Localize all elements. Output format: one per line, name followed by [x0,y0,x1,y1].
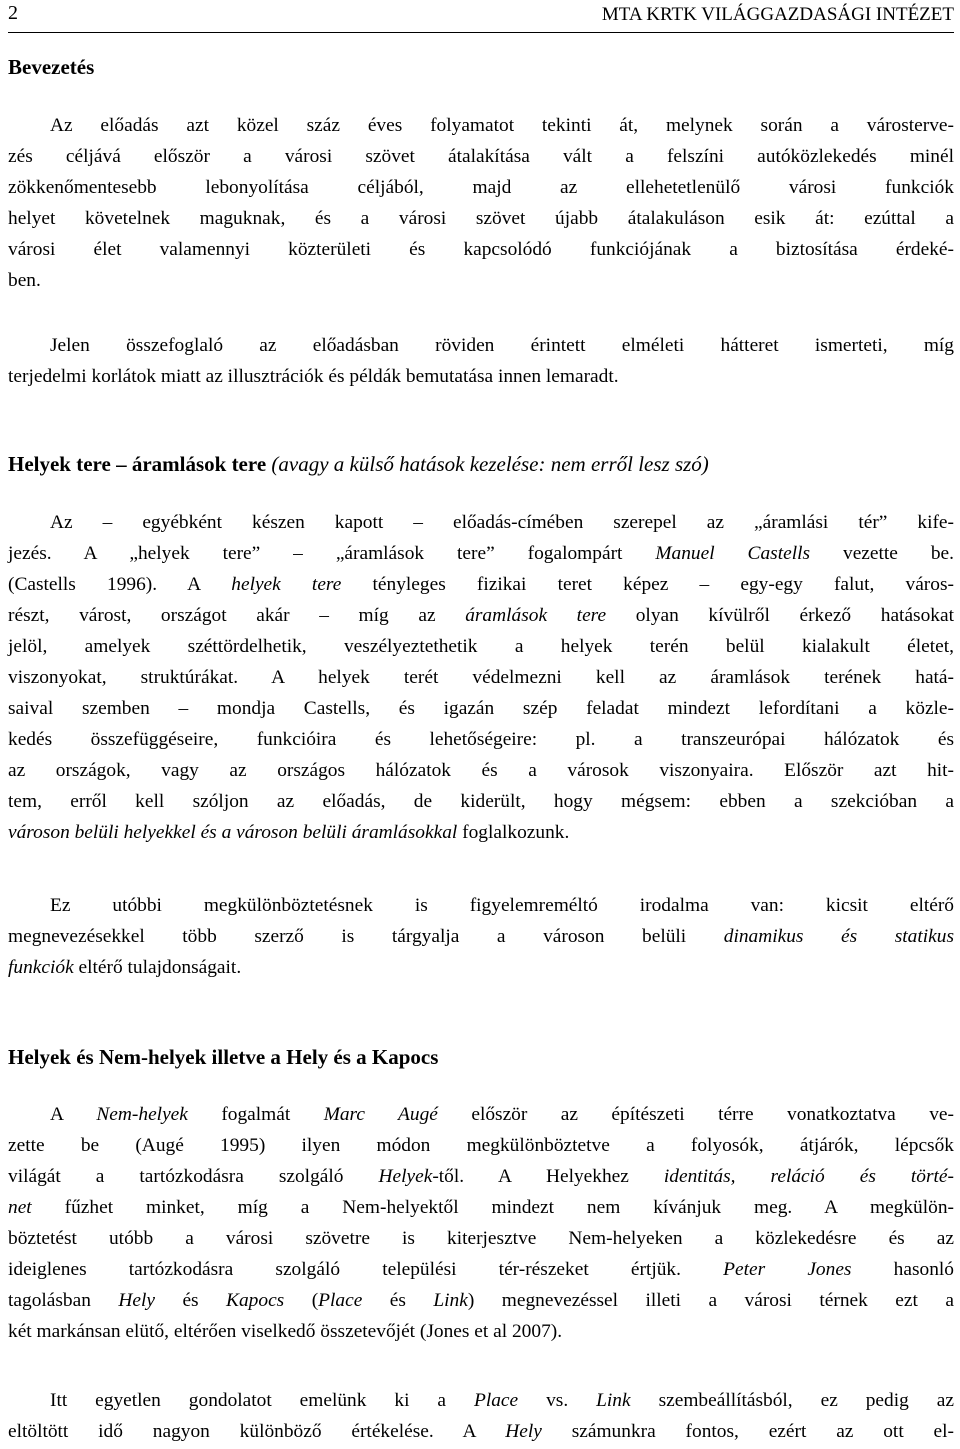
section-heading-bevezetes: Bevezetés [8,55,95,79]
institution-name: MTA KRTK VILÁGGAZDASÁGI INTÉZET [601,4,954,25]
text-line: városon belüli helyekkel és a városon belüli áramlásokkal foglalkozunk. [8,822,570,843]
text-line: (Castells 1996). A helyek tere tényleges fizikai teret képez – egy-egy falut, város- [8,574,954,595]
text-line: zökkenőmentesebb lebonyolítása céljából, majd az ellehetetlenülő városi funkciók [8,177,954,198]
text-line: kedés összefüggéseire, funkcióira és lehetőségeire: pl. a transzeurópai hálózatok és [8,729,954,750]
text-line: városi élet valamennyi közterületi és kapcsolódó funkciójának a biztosítása érdeké- [8,239,954,260]
heading-subtitle: (avagy a külső hatások kezelése: nem erről lesz szó) [271,452,709,476]
text-line: az országok, vagy az országos hálózatok és a városok viszonyaira. Először azt hit- [8,760,954,781]
text-line: ideiglenes tartózkodásra szolgáló települési tér-részeket értjük. Peter Jones hasonló [8,1259,954,1280]
section-heading-helyek-es-nem-helyek: Helyek és Nem-helyek illetve a Hely és a Kapocs [8,1045,439,1069]
page-number: 2 [8,2,18,24]
text-line: megnevezésekkel több szerző is tárgyalja a városon belüli dinamikus és statikus [8,926,954,947]
text-line: Jelen összefoglaló az előadásban röviden érintett elméleti hátteret ismerteti, míg [50,335,954,356]
text-line: Az – egyébként készen kapott – előadás-címében szerepel az „áramlási tér” kife- [50,512,954,533]
text-line: net fűzhet minket, míg a Nem-helyektől mindezt nem kívánjuk meg. A megkülön- [8,1197,954,1218]
text-line: két markánsan elütő, eltérően viselkedő összetevőjét (Jones et al 2007). [8,1321,563,1342]
paragraph [8,1385,954,1447]
text-line: tagolásban Hely és Kapocs (Place és Link) megnevezéssel illeti a városi térnek ezt a [8,1290,954,1311]
text-line: viszonyokat, struktúrákat. A helyek terét védelmezni kell az áramlások terének hatá- [8,667,954,688]
paragraph [8,110,954,296]
text-line: zette be (Augé 1995) ilyen módon megkülönböztetve a folyosók, átjárók, lépcsők [8,1135,954,1156]
text-line: Az előadás azt közel száz éves folyamatot tekinti át, melynek során a városterve- [50,115,954,136]
running-header [8,2,954,33]
text-line: részt, várost, országot akár – míg az áramlások tere olyan kívülről érkező hatásokat [8,605,954,626]
text-line: jelöl, amelyek széttördelhetik, veszélyeztethetik a helyek terén belül kialakult életet, [8,636,954,657]
text-line: helyet követelnek maguknak, és a városi szövet újabb átalakuláson esik át: ezúttal a [8,208,954,229]
text-line: funkciók eltérő tulajdonságait. [8,957,242,978]
text-line: böztetést utóbb a városi szövetre is kiterjesztve Nem-helyeken a közlekedésre és az [8,1228,954,1249]
text-line: A Nem-helyek fogalmát Marc Augé először az építészeti térre vonatkoztatva ve- [50,1104,954,1125]
text-line: ben. [8,270,41,291]
text-line: világát a tartózkodásra szolgáló Helyek-től. A Helyekhez identitás, reláció és törté- [8,1166,954,1187]
section-heading-helyek-tere: Helyek tere – áramlások tere (avagy a külső hatások kezelése: nem erről lesz szó) [8,452,709,476]
text-line: zés céljává először a városi szövet átalakítása vált a felszíni autóközlekedés minél [8,146,954,167]
text-line: saival szemben – mondja Castells, és igazán szép feladat mindezt lefordítani a közle- [8,698,954,719]
paragraph [8,507,954,848]
text-line: Ez utóbbi megkülönböztetésnek is figyelemreméltó irodalma van: kicsit eltérő [50,895,954,916]
text-line: terjedelmi korlátok miatt az illusztrációk és példák bemutatása innen lemaradt. [8,366,619,387]
text-line: tem, erről kell szóljon az előadás, de kiderült, hogy mégsem: ebben a szekcióban a [8,791,954,812]
text-line: jezés. A „helyek tere” – „áramlások tere” fogalompárt Manuel Castells vezette be. [8,543,954,564]
text-line: Itt egyetlen gondolatot emelünk ki a Place vs. Link szembeállításból, ez pedig az [50,1390,954,1411]
paragraph [8,1099,954,1347]
text-line: eltöltött idő nagyon különböző értékelése. A Hely számunkra fontos, ezért az ott el- [8,1421,954,1442]
paragraph [8,890,954,983]
paragraph [8,330,954,392]
